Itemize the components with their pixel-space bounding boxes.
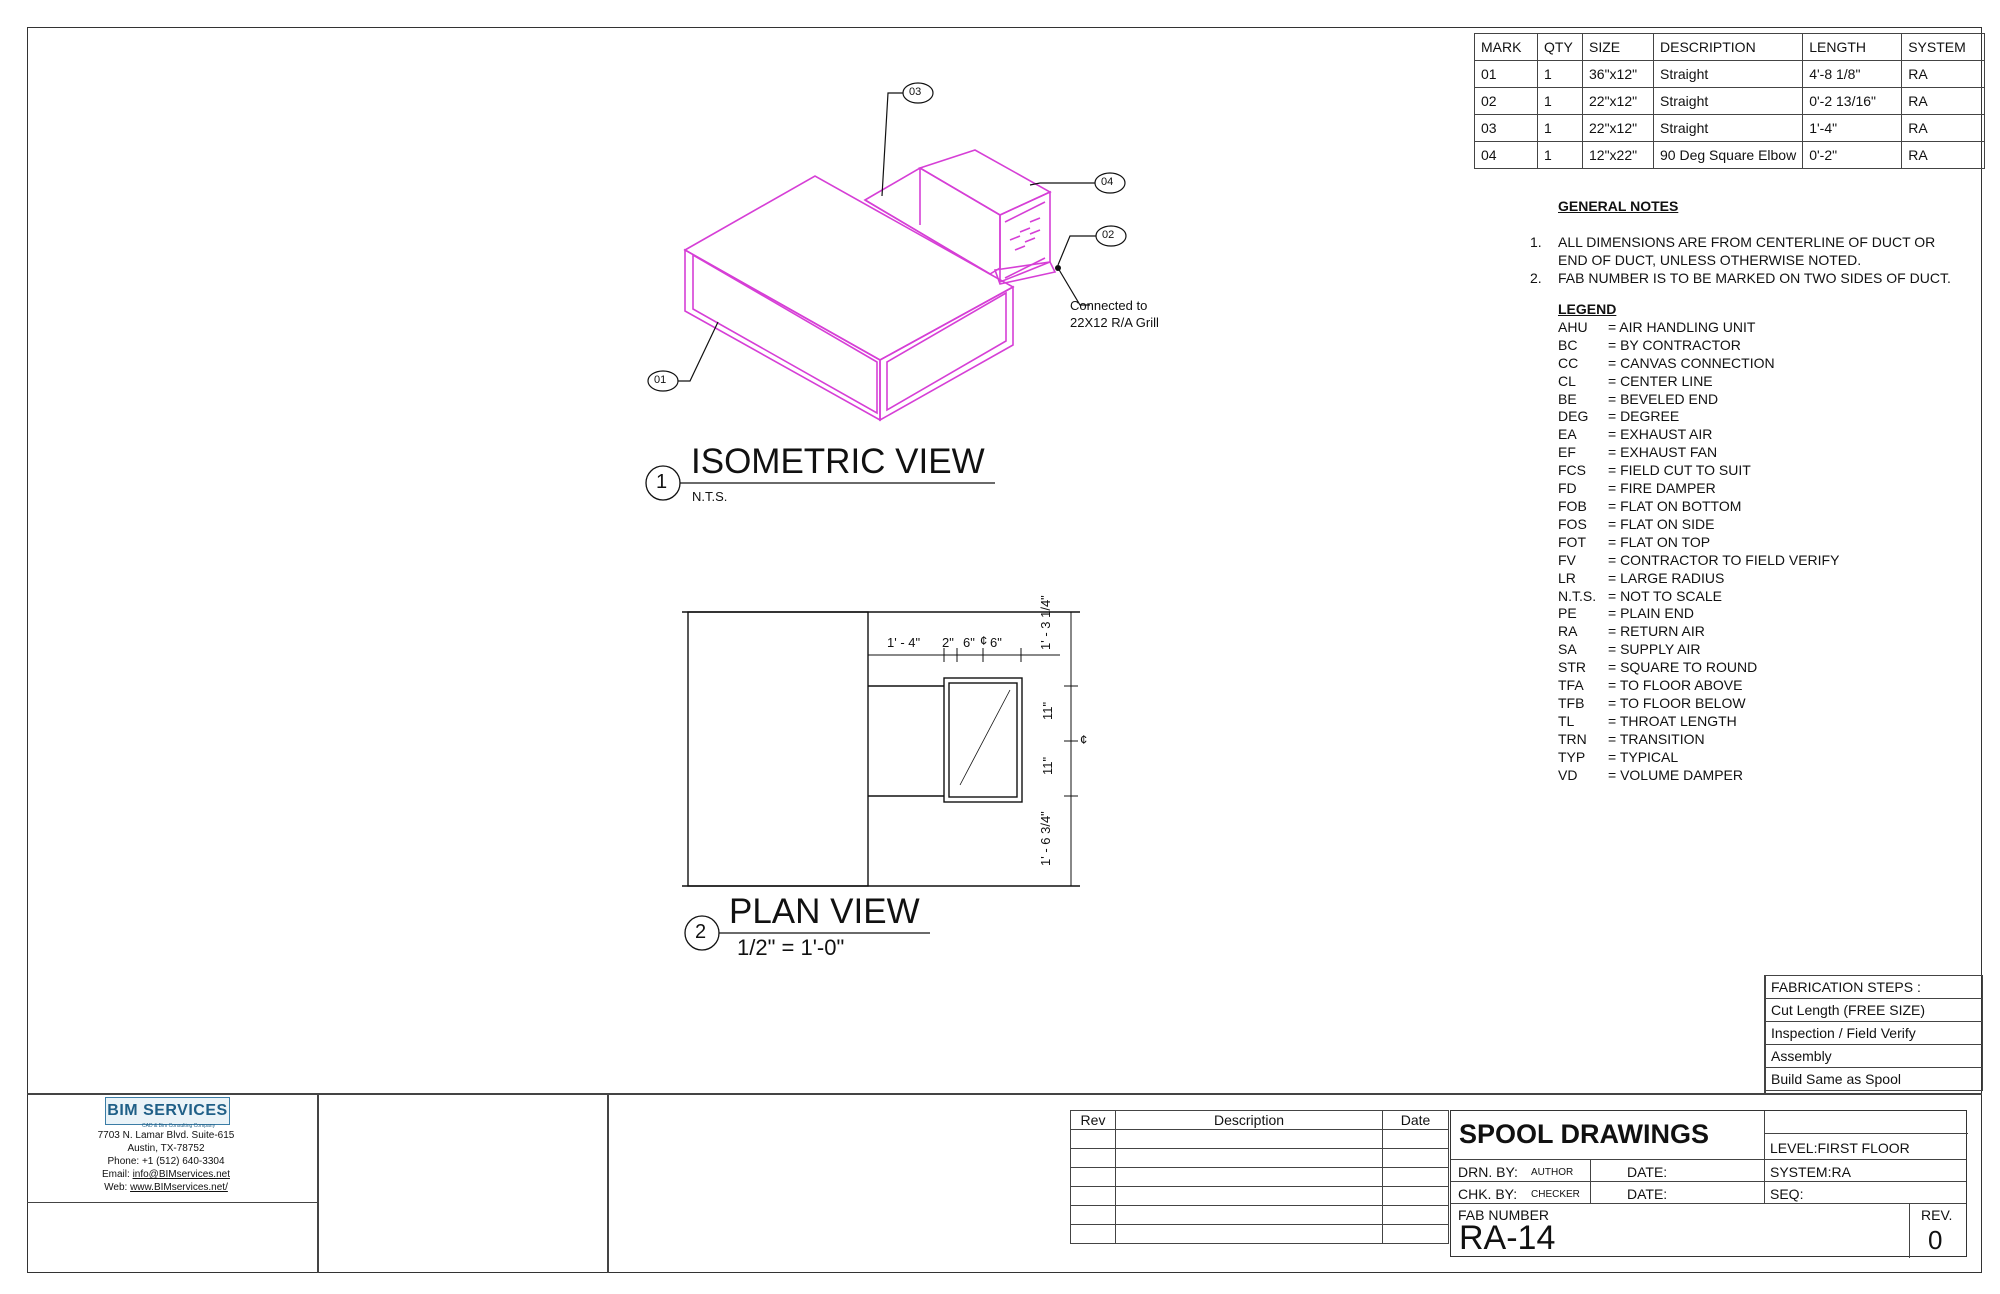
legend-abbr: TYP: [1558, 748, 1586, 765]
dim-3-14: 1' - 3 1/4": [1038, 595, 1053, 650]
note-item: [1530, 233, 1951, 269]
tag-01: 01: [654, 374, 667, 386]
date-label: DATE:: [1627, 1186, 1668, 1202]
bom-cell: RA: [1902, 142, 1985, 169]
rev-header: Description: [1116, 1111, 1383, 1130]
plan-view-drawing: [682, 612, 1080, 886]
dim-centerline-side: ¢: [1080, 732, 1088, 747]
fabrication-title: FABRICATION STEPS :: [1765, 976, 1983, 999]
legend-definition: = FIRE DAMPER: [1608, 480, 1716, 497]
duct-04-top: [920, 150, 1050, 215]
table-row: [1475, 88, 1985, 115]
legend-definition: = FIELD CUT TO SUIT: [1608, 462, 1751, 479]
legend-definition: = SQUARE TO ROUND: [1608, 659, 1758, 676]
bom-cell: 04: [1475, 142, 1538, 169]
plan-view-number: 2: [695, 921, 707, 943]
legend-definition: = FLAT ON SIDE: [1608, 515, 1715, 532]
dim-6a: 6": [963, 635, 975, 650]
chk-by-value: CHECKER: [1531, 1189, 1580, 1200]
legend-item: [1558, 319, 1839, 337]
legend-abbr: LR: [1558, 569, 1576, 586]
legend-definition: = DEGREE: [1608, 408, 1680, 425]
email-label: Email:: [102, 1169, 133, 1180]
rev-value: 0: [1928, 1225, 1943, 1255]
legend-item: [1558, 570, 1839, 588]
legend-abbr: TFB: [1558, 694, 1585, 711]
drn-by-label: DRN. BY:: [1458, 1164, 1518, 1180]
seq-field: SEQ:: [1770, 1186, 1804, 1202]
fab-steps-left-edge: [1764, 975, 1766, 1093]
legend-definition: = BY CONTRACTOR: [1608, 336, 1741, 353]
legend-item: [1558, 391, 1839, 409]
bom-header: MARK: [1475, 34, 1538, 61]
duct-03: [865, 168, 1000, 274]
grill-note-line2: 22X12 R/A Grill: [1070, 315, 1159, 330]
legend-item: [1558, 426, 1839, 444]
bom-cell: 90 Deg Square Elbow: [1654, 142, 1803, 169]
bom-cell: 1: [1538, 115, 1583, 142]
company-logo-text: BIM SERVICES: [107, 1102, 228, 1119]
plan-duct-01: [688, 612, 868, 886]
dim-1-4: 1' - 4": [887, 635, 921, 650]
bom-cell: 36"x12": [1583, 61, 1654, 88]
fabrication-step: Assembly: [1765, 1045, 1983, 1068]
legend-definition: = CONTRACTOR TO FIELD VERIFY: [1608, 551, 1840, 568]
general-notes-title: GENERAL NOTES: [1558, 198, 1679, 214]
legend-abbr: FOS: [1558, 515, 1587, 532]
system-field: SYSTEM:RA: [1770, 1164, 1851, 1180]
legend-abbr: BE: [1558, 390, 1577, 407]
title-block-title: SPOOL DRAWINGS: [1459, 1119, 1710, 1149]
tag-03: 03: [909, 86, 922, 98]
legend-item: [1558, 659, 1839, 677]
revision-table: [1070, 1110, 1449, 1244]
rev-header: Rev: [1071, 1111, 1116, 1130]
note-item: [1530, 269, 1951, 287]
legend-definition: = CENTER LINE: [1608, 372, 1713, 389]
iso-view-title: ISOMETRIC VIEW: [691, 442, 985, 481]
note-number: 2.: [1530, 270, 1542, 286]
bom-header: SIZE: [1583, 34, 1654, 61]
legend-item: [1558, 605, 1839, 623]
legend-item: [1558, 498, 1839, 516]
note-text: END OF DUCT, UNLESS OTHERWISE NOTED.: [1558, 252, 1862, 268]
duct-01-front: [685, 250, 880, 420]
company-divider: [27, 1202, 317, 1203]
legend-item: [1558, 623, 1839, 641]
dim-11a: 11": [1040, 701, 1055, 720]
legend-item: [1558, 516, 1839, 534]
legend-definition: = EXHAUST FAN: [1608, 444, 1718, 461]
isometric-duct-drawing: [685, 150, 1055, 420]
bom-cell: 1: [1538, 61, 1583, 88]
legend-item: [1558, 552, 1839, 570]
bom-cell: 22"x12": [1583, 88, 1654, 115]
legend-item: [1558, 677, 1839, 695]
note-text: FAB NUMBER IS TO BE MARKED ON TWO SIDES OF DUCT.: [1558, 270, 1951, 286]
bom-header-row: [1475, 34, 1985, 61]
tag-ellipses: [648, 83, 1126, 391]
plan-view-scale: 1/2" = 1'-0": [737, 935, 845, 960]
legend-abbr: EF: [1558, 444, 1576, 461]
web-link[interactable]: www.BIMservices.net/: [130, 1182, 228, 1193]
legend-item: [1558, 444, 1839, 462]
general-notes: [1530, 197, 1951, 287]
legend-definition: = TRANSITION: [1608, 730, 1705, 747]
note-number: 1.: [1530, 234, 1542, 250]
legend-item: [1558, 749, 1839, 767]
legend-item: [1558, 588, 1839, 606]
bom-cell: 1: [1538, 142, 1583, 169]
legend-definition: = TO FLOOR BELOW: [1608, 694, 1746, 711]
bom-cell: 12"x22": [1583, 142, 1654, 169]
legend-abbr: EA: [1558, 426, 1577, 443]
iso-view-number: 1: [656, 471, 668, 493]
fab-number-label: FAB NUMBER: [1458, 1207, 1550, 1223]
web-label: Web:: [104, 1182, 131, 1193]
grill-note-line1: Connected to: [1070, 298, 1148, 313]
legend-item: [1558, 462, 1839, 480]
address-line: Austin, TX-78752: [127, 1143, 205, 1154]
legend-abbr: FCS: [1558, 462, 1586, 479]
drn-by-value: AUTHOR: [1531, 1167, 1574, 1178]
fabrication-step: Build Same as Spool: [1765, 1068, 1983, 1091]
legend-definition: = LARGE RADIUS: [1608, 569, 1725, 586]
legend-abbr: FD: [1558, 480, 1577, 497]
legend-item: [1558, 731, 1839, 749]
dim-6b: 6": [990, 635, 1002, 650]
legend-item: [1558, 713, 1839, 731]
legend-definition: = NOT TO SCALE: [1608, 587, 1722, 604]
table-row: [1475, 61, 1985, 88]
plan-elbow: [944, 678, 1022, 802]
leader-lines: [678, 93, 1096, 381]
duct-01-end: [880, 287, 1013, 420]
table-row: [1475, 142, 1985, 169]
phone-line: Phone: +1 (512) 640-3304: [107, 1156, 225, 1167]
legend-item: [1558, 408, 1839, 426]
legend-abbr: SA: [1558, 641, 1577, 658]
legend-definition: = THROAT LENGTH: [1608, 712, 1737, 729]
fabrication-steps-table: [1764, 975, 1983, 1091]
rev-header: Date: [1383, 1111, 1449, 1130]
fabrication-step: Cut Length (FREE SIZE): [1765, 999, 1983, 1022]
bom-cell: Straight: [1654, 88, 1803, 115]
legend-abbr: FOB: [1558, 497, 1587, 514]
legend: [1558, 301, 1839, 784]
legend-abbr: BC: [1558, 336, 1578, 353]
legend-abbr: CC: [1558, 354, 1579, 371]
email-link[interactable]: info@BIMservices.net: [132, 1169, 230, 1180]
bom-header: SYSTEM: [1902, 34, 1985, 61]
legend-definition: = TYPICAL: [1608, 748, 1679, 765]
legend-definition: = BEVELED END: [1608, 390, 1719, 407]
company-logo-subtitle: CAD & Bim Consulting Company: [142, 1123, 216, 1129]
note-text: ALL DIMENSIONS ARE FROM CENTERLINE OF DUCT OR: [1558, 234, 1936, 250]
legend-definition: = CANVAS CONNECTION: [1608, 354, 1775, 371]
bom-cell: 03: [1475, 115, 1538, 142]
legend-abbr: PE: [1558, 605, 1577, 622]
level-field: LEVEL:FIRST FLOOR: [1770, 1140, 1910, 1156]
bom-cell: 4'-8 1/8": [1803, 61, 1902, 88]
bom-header: LENGTH: [1803, 34, 1902, 61]
company-address: [60, 1129, 272, 1194]
legend-item: [1558, 641, 1839, 659]
tag-02: 02: [1102, 229, 1115, 241]
bottom-band-divider: [27, 1093, 1982, 1095]
tag-04: 04: [1101, 176, 1114, 188]
legend-abbr: TFA: [1558, 677, 1584, 694]
bom-cell: 1: [1538, 88, 1583, 115]
legend-item: [1558, 534, 1839, 552]
legend-item: [1558, 337, 1839, 355]
bom-cell: 0'-2": [1803, 142, 1902, 169]
legend-item: [1558, 373, 1839, 391]
legend-definition: = VOLUME DAMPER: [1608, 766, 1743, 783]
plan-view-title: PLAN VIEW: [729, 892, 920, 931]
dim-6-34: 1' - 6 3/4": [1038, 811, 1053, 866]
bom-cell: 01: [1475, 61, 1538, 88]
legend-abbr: FV: [1558, 551, 1576, 568]
legend-title: LEGEND: [1558, 301, 1617, 317]
legend-definition: = FLAT ON TOP: [1608, 533, 1711, 550]
legend-definition: = TO FLOOR ABOVE: [1608, 677, 1743, 694]
dim-2: 2": [942, 635, 954, 650]
legend-abbr: VD: [1558, 766, 1578, 783]
bom-cell: 22"x12": [1583, 115, 1654, 142]
table-row: [1475, 115, 1985, 142]
bom-header: QTY: [1538, 34, 1583, 61]
title-block: [1450, 1110, 1967, 1257]
bom-cell: 1'-4": [1803, 115, 1902, 142]
bom-cell: RA: [1902, 88, 1985, 115]
legend-definition: = SUPPLY AIR: [1608, 641, 1701, 658]
fabrication-step: Inspection / Field Verify: [1765, 1022, 1983, 1045]
bom-header: DESCRIPTION: [1654, 34, 1803, 61]
iso-view-scale: N.T.S.: [692, 489, 728, 504]
legend-definition: = AIR HANDLING UNIT: [1608, 318, 1756, 335]
date-label: DATE:: [1627, 1164, 1668, 1180]
dim-centerline: ¢: [980, 633, 988, 648]
dim-11b: 11": [1040, 756, 1055, 775]
bom-cell: Straight: [1654, 115, 1803, 142]
chk-by-label: CHK. BY:: [1458, 1186, 1518, 1202]
legend-item: [1558, 695, 1839, 713]
legend-abbr: N.T.S.: [1558, 587, 1597, 604]
legend-abbr: RA: [1558, 623, 1578, 640]
legend-abbr: STR: [1558, 659, 1586, 676]
legend-definition: = RETURN AIR: [1608, 623, 1705, 640]
legend-definition: = FLAT ON BOTTOM: [1608, 497, 1742, 514]
bom-cell: RA: [1902, 61, 1985, 88]
legend-abbr: AHU: [1558, 318, 1588, 335]
bottom-divider-1: [317, 1093, 319, 1273]
legend-abbr: TL: [1558, 712, 1575, 729]
bom-cell: RA: [1902, 115, 1985, 142]
bill-of-materials-table: [1474, 33, 1985, 169]
bom-cell: 02: [1475, 88, 1538, 115]
address-line: 7703 N. Lamar Blvd. Suite-615: [97, 1130, 235, 1141]
legend-definition: = PLAIN END: [1608, 605, 1694, 622]
legend-item: [1558, 480, 1839, 498]
fab-number-value: RA-14: [1459, 1219, 1556, 1257]
legend-abbr: CL: [1558, 372, 1576, 389]
legend-abbr: TRN: [1558, 730, 1587, 747]
rev-label: REV.: [1921, 1207, 1953, 1223]
legend-item: [1558, 355, 1839, 373]
bom-cell: 0'-2 13/16": [1803, 88, 1902, 115]
legend-abbr: DEG: [1558, 408, 1589, 425]
legend-abbr: FOT: [1558, 533, 1586, 550]
bom-cell: Straight: [1654, 61, 1803, 88]
legend-item: [1558, 767, 1839, 785]
legend-definition: = EXHAUST AIR: [1608, 426, 1713, 443]
legend-list: [1558, 319, 1839, 785]
company-logo: [105, 1097, 230, 1125]
bottom-divider-2: [607, 1093, 609, 1273]
